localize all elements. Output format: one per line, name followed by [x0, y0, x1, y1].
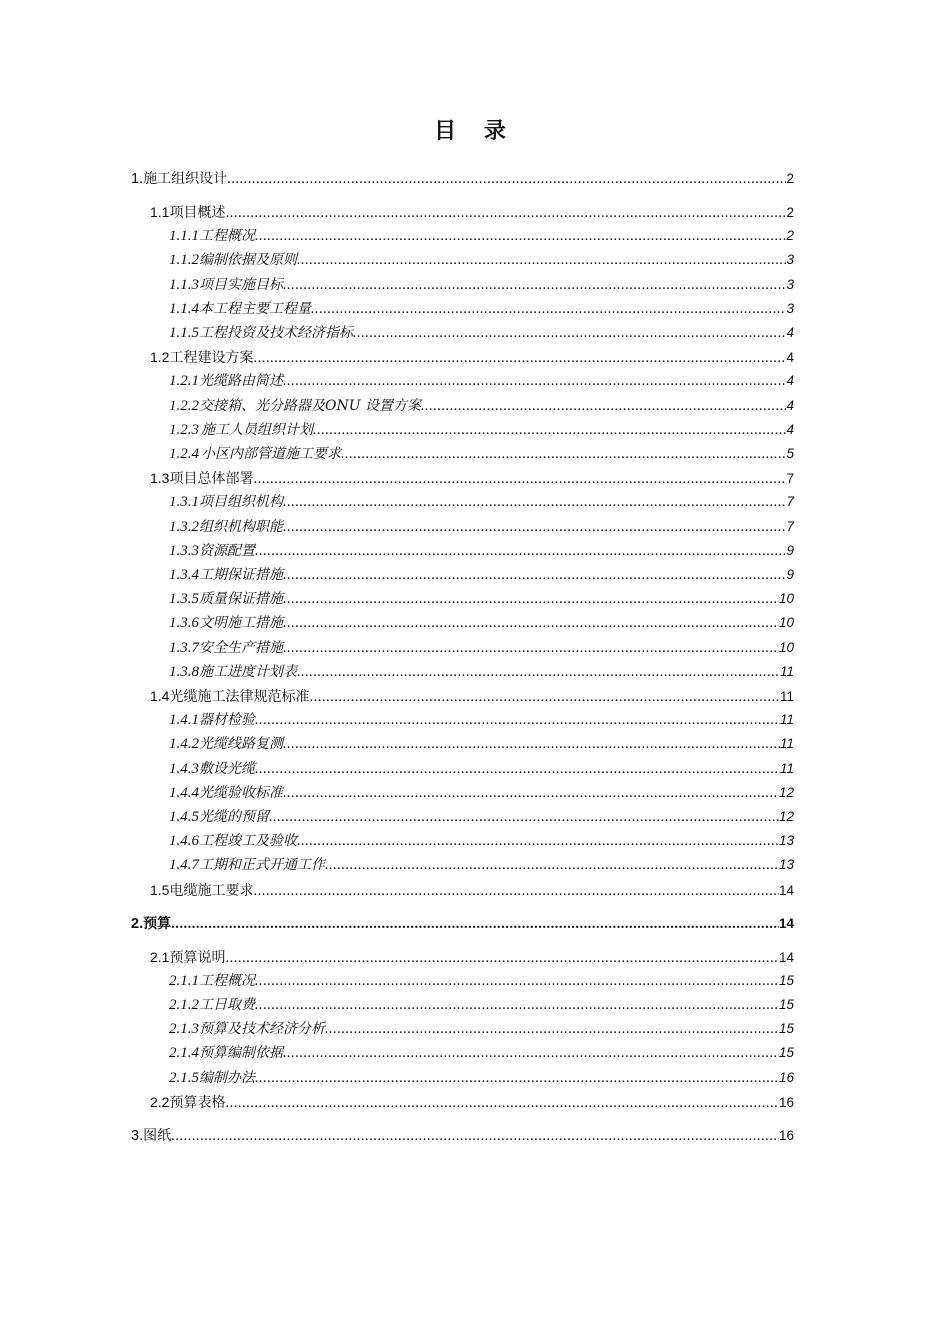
toc-leader-dots: [421, 395, 787, 417]
toc-page-number: 3: [786, 300, 794, 316]
toc-row[interactable]: [0, 994, 950, 1016]
toc-number: 1.3.5: [169, 591, 199, 608]
toc-label: 编制依据及原则: [199, 252, 297, 269]
toc-number: 1.4.1: [169, 712, 199, 729]
toc-leader-dots: [225, 947, 779, 969]
toc-label: 工期保证措施: [199, 567, 283, 583]
toc-leader-dots: [253, 347, 786, 369]
toc-leader-dots: [255, 758, 780, 780]
toc-row[interactable]: [0, 1067, 950, 1089]
toc-page-number: 15: [778, 972, 794, 988]
toc-row[interactable]: [0, 395, 950, 417]
toc-page-number: 11: [779, 689, 794, 704]
toc-label: 项目实施目标: [199, 276, 283, 293]
toc-page-number: 4: [786, 373, 794, 389]
toc-leader-dots: [253, 468, 786, 490]
toc-number: 1.1.3: [169, 276, 199, 293]
toc-number: 2.1.1: [169, 972, 199, 989]
toc-row[interactable]: [0, 540, 950, 562]
toc-leader-dots: [255, 1067, 779, 1089]
toc-page-number: 11: [779, 736, 794, 752]
toc-label: 工程概况: [199, 228, 255, 245]
toc-row[interactable]: [0, 225, 950, 247]
toc-row[interactable]: [0, 322, 950, 344]
toc-row[interactable]: [0, 806, 950, 828]
toc-leader-dots: [171, 913, 779, 935]
toc-page-number: 5: [786, 446, 794, 461]
toc-label: 光缆线路复测: [199, 736, 283, 753]
toc-label: 敷设光缆: [199, 760, 255, 777]
toc-leader-dots: [283, 782, 779, 804]
toc-row[interactable]: [0, 946, 950, 968]
toc-title: 目 录: [434, 119, 516, 144]
toc-number: 1.3: [150, 470, 170, 487]
toc-label: 图纸: [143, 1127, 172, 1144]
toc-row[interactable]: [0, 612, 950, 634]
toc-number: 1.1: [150, 204, 170, 220]
toc-leader-dots: [255, 540, 786, 562]
toc-row[interactable]: [0, 854, 950, 876]
toc-number: 1.2.1: [169, 373, 199, 390]
toc-row[interactable]: [0, 249, 950, 271]
toc-number: 1.1.4: [169, 300, 199, 317]
toc-leader-dots: [313, 419, 786, 441]
toc-leader-dots: [311, 298, 786, 320]
toc-leader-dots: [283, 370, 786, 392]
toc-number: 2.1.4: [169, 1045, 199, 1062]
toc-number: 2.1: [150, 948, 170, 965]
toc-row[interactable]: [0, 491, 950, 513]
toc-label: 项目组织机构: [199, 494, 283, 511]
toc-page-number: 9: [786, 542, 794, 558]
toc-number: 2.1.2: [169, 997, 199, 1013]
toc-leader-dots: [297, 830, 779, 852]
toc-row[interactable]: [0, 588, 950, 610]
toc-row[interactable]: [0, 733, 950, 755]
toc-leader-dots: [227, 168, 786, 190]
toc-label: 电缆施工要求: [169, 882, 254, 899]
toc-leader-dots: [297, 249, 786, 271]
toc-number: 2.: [131, 915, 144, 932]
toc-row[interactable]: [0, 1042, 950, 1064]
toc-page-number: 7: [786, 494, 794, 510]
toc-number: 1.3.3: [169, 542, 199, 559]
toc-page-number: 7: [786, 471, 794, 487]
toc-number: 1.3.8: [169, 663, 199, 680]
toc-number: 1.4: [150, 688, 170, 704]
toc-page-number: 10: [778, 615, 794, 631]
toc-leader-dots: [283, 491, 786, 513]
toc-page-number: 10: [778, 591, 794, 607]
toc-leader-dots: [255, 225, 786, 247]
toc-row[interactable]: [0, 758, 950, 780]
toc-row[interactable]: [0, 370, 950, 392]
toc-label: 本工程主要工程量: [199, 300, 311, 317]
toc-number: 1.2.2: [169, 397, 199, 414]
toc-number: 1.: [131, 171, 144, 187]
toc-leader-dots: [171, 1125, 779, 1147]
toc-label: 交接箱、光分路器及ONU 设置方案: [199, 397, 421, 414]
toc-row[interactable]: [0, 830, 950, 852]
toc-page-number: 16: [778, 1069, 794, 1085]
toc-row[interactable]: [0, 168, 950, 190]
toc-row[interactable]: [0, 298, 950, 320]
toc-label: 预算编制依据: [199, 1045, 283, 1062]
toc-label: 施工组织设计: [143, 171, 228, 187]
toc-page-number: 2: [786, 171, 794, 186]
toc-label: 光缆的预留: [199, 809, 269, 825]
toc-number: 1.1.5: [169, 325, 199, 341]
toc-label: 光缆施工法律规范标准: [169, 689, 310, 705]
toc-page-number: 11: [779, 760, 794, 776]
toc-page-number: 12: [778, 809, 794, 824]
toc-leader-dots: [283, 564, 786, 586]
toc-label: 工程建设方案: [169, 350, 254, 367]
toc-number: 2.2: [150, 1093, 170, 1110]
toc-page-number: 7: [786, 518, 794, 534]
toc-row[interactable]: [0, 709, 950, 731]
toc-row[interactable]: [0, 274, 950, 296]
toc-number: 3.: [131, 1127, 144, 1144]
toc-label: 工期和正式开通工作: [199, 857, 325, 874]
toc-page-number: 4: [786, 350, 794, 366]
toc-label: 项目概述: [169, 205, 226, 221]
toc-leader-dots: [283, 516, 786, 538]
toc-page-number: 14: [778, 915, 794, 931]
toc-label: 组织机构职能: [199, 518, 283, 535]
toc-leader-dots: [309, 686, 780, 708]
toc-row[interactable]: [0, 913, 950, 935]
toc-leader-dots: [325, 1018, 779, 1040]
toc-number: 1.1.2: [169, 252, 199, 269]
toc-page-number: 4: [786, 397, 794, 413]
toc-number: 1.3.7: [169, 639, 199, 656]
toc-label: 编制办法: [199, 1069, 255, 1086]
toc-number: 1.4.4: [169, 784, 199, 801]
toc-row[interactable]: [0, 685, 950, 707]
toc-row[interactable]: [0, 419, 950, 441]
toc-label: 预算: [143, 915, 172, 932]
toc-row[interactable]: [0, 443, 950, 465]
toc-label: 施工进度计划表: [199, 663, 297, 680]
toc-label: 工程竣工及验收: [199, 833, 297, 850]
toc-page-number: 16: [778, 1094, 794, 1110]
toc-page-number: 11: [779, 663, 794, 679]
toc-page-number: 15: [778, 997, 794, 1012]
toc-leader-dots: [283, 733, 780, 755]
toc-leader-dots: [225, 1092, 779, 1114]
toc-label: 施工人员组织计划: [201, 421, 313, 438]
toc-number: 1.4.6: [169, 833, 199, 850]
toc-row[interactable]: [0, 467, 950, 489]
toc-row[interactable]: [0, 1091, 950, 1113]
toc-row[interactable]: [0, 516, 950, 538]
toc-row[interactable]: [0, 201, 950, 223]
toc-leader-dots: [283, 612, 779, 634]
toc-label: 安全生产措施: [199, 639, 283, 656]
toc-page-number: 14: [778, 949, 794, 965]
toc-page-number: 3: [786, 276, 794, 292]
toc-label: 光缆验收标准: [199, 784, 283, 801]
toc-leader-dots: [283, 637, 779, 659]
toc-leader-dots: [255, 709, 780, 731]
toc-number: 1.4.7: [169, 857, 199, 874]
toc-number: 2.1.5: [169, 1069, 199, 1086]
toc-row[interactable]: [0, 1125, 950, 1147]
toc-number: 1.4.3: [169, 760, 199, 777]
toc-label: 工程投资及技术经济指标: [199, 325, 353, 341]
toc-number: 1.2.3: [169, 421, 199, 438]
toc-page-number: 15: [778, 1045, 794, 1061]
toc-leader-dots: [341, 443, 786, 465]
toc-row[interactable]: [0, 970, 950, 992]
toc-leader-dots: [269, 806, 779, 828]
toc-number: 1.3.6: [169, 615, 199, 632]
toc-label: 器材检验: [199, 712, 255, 729]
toc-page-number: 10: [778, 639, 794, 655]
toc-page-number: 14: [778, 882, 794, 898]
toc-leader-dots: [226, 202, 787, 224]
toc-label: 质量保证措施: [199, 591, 283, 608]
toc-label: 工程概况: [199, 972, 255, 989]
toc-number: 1.5: [150, 881, 170, 898]
toc-number: 1.2: [150, 349, 170, 366]
toc-leader-dots: [253, 880, 779, 902]
toc-page-number: 13: [778, 857, 794, 873]
toc-page-number: 4: [786, 325, 794, 340]
toc-page-number: 13: [778, 833, 794, 849]
toc-row[interactable]: [0, 346, 950, 368]
toc-row[interactable]: [0, 782, 950, 804]
toc-page-number: 11: [779, 712, 794, 728]
toc-number: 2.1.3: [169, 1021, 199, 1038]
toc-leader-dots: [283, 588, 779, 610]
toc-page-number: 15: [778, 1021, 794, 1037]
toc-row[interactable]: [0, 564, 950, 586]
toc-page-number: 3: [786, 252, 794, 268]
toc-number: 1.3.1: [169, 494, 199, 511]
toc-page-number: 9: [786, 567, 794, 582]
toc-label: 预算说明: [169, 949, 226, 966]
toc-leader-dots: [255, 994, 779, 1016]
toc-leader-dots: [255, 970, 779, 992]
toc-page-number: 4: [786, 421, 794, 437]
toc-page-number: 12: [778, 784, 794, 800]
toc-number: 1.4.5: [169, 809, 199, 825]
toc-page-number: 2: [786, 205, 794, 220]
toc-leader-dots: [283, 274, 786, 296]
toc-leader-dots: [325, 854, 779, 876]
toc-label: 工日取费: [199, 997, 255, 1013]
toc-row[interactable]: [0, 661, 950, 683]
toc-label: 文明施工措施: [199, 615, 283, 632]
toc-row[interactable]: [0, 879, 950, 901]
toc-label: 预算及技术经济分析: [199, 1021, 325, 1038]
toc-row[interactable]: [0, 637, 950, 659]
toc-leader-dots: [297, 661, 780, 683]
toc-leader-dots: [353, 322, 786, 344]
toc-number: 1.4.2: [169, 736, 199, 753]
toc-label: 资源配置: [199, 542, 255, 559]
toc-label: 光缆路由简述: [199, 373, 283, 390]
toc-label: 项目总体部署: [169, 471, 254, 488]
toc-number: 1.3.4: [169, 567, 199, 583]
toc-number: 1.1.1: [169, 228, 199, 245]
toc-page-number: 16: [778, 1127, 794, 1143]
toc-label: 小区内部管道施工要求: [201, 446, 341, 462]
toc-number: 1.3.2: [169, 518, 199, 535]
toc-label: 预算表格: [169, 1094, 226, 1111]
toc-leader-dots: [283, 1042, 779, 1064]
toc-number: 1.2.4: [169, 446, 199, 462]
toc-page-number: 2: [786, 228, 794, 244]
toc-row[interactable]: [0, 1018, 950, 1040]
